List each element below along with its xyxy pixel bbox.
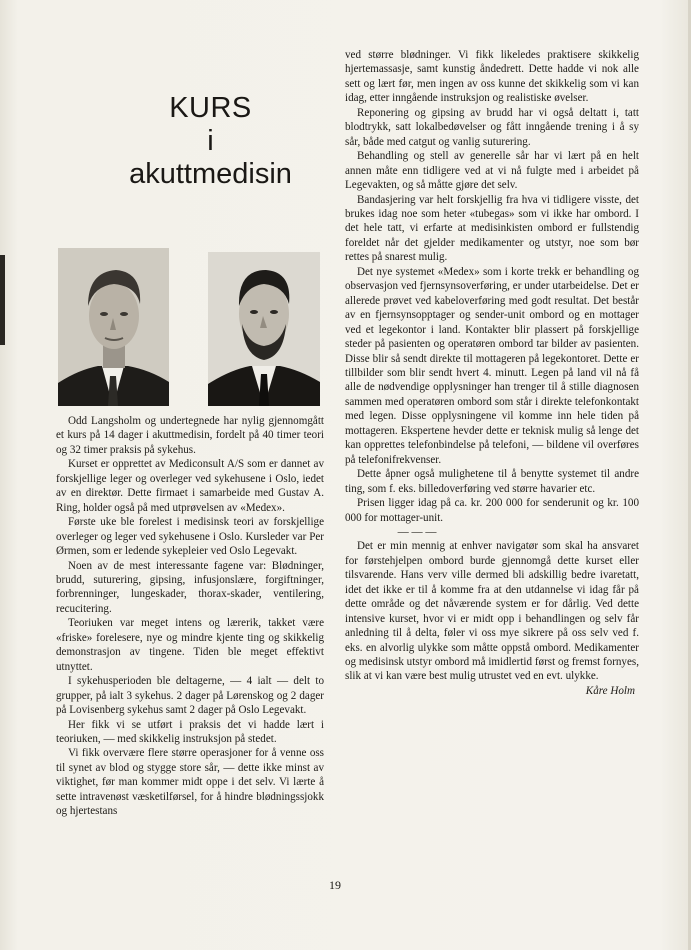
paragraph: Odd Langsholm og undertegnede har nylig gjennomgått et kurs på 14 dager i akuttmedisin, fordelt på 40 timer teori og 32 timer praksis på sykehus. bbox=[56, 415, 324, 456]
paragraph: Noen av de mest interessante fagene var: Blødninger, brudd, suturering, gipsing, infusjonslære, forgiftninger, forbrenninger, lungeskader, thorax-skader, ventilering, recucitering. bbox=[56, 559, 324, 615]
title-line-2: i bbox=[207, 125, 214, 157]
paragraph: Vi fikk overvære flere større operasjoner for å venne oss til synet av blod og stygge store sår, — dette ikke minst av viktighet, før man kommer midt oppe i det selv. Vi lærte å sette intravenøst væsketilførsel, for å hindre blødningssjokk og hjertestans bbox=[56, 747, 324, 818]
paragraph: Kurset er opprettet av Mediconsult A/S som er dannet av forskjellige leger og overleger ved sykehusene i Oslo, iedet av en direktør. Dette firmaet i samarbeide med Gustav A. Ring, holder også på med utprøvelsen av «Medex». bbox=[56, 458, 324, 514]
portrait-photo-right bbox=[208, 252, 320, 406]
paragraph: Teoriuken var meget intens og lærerik, takket være «friske» forelesere, nye og mindre kjente ting og skikkelig demonstrasjon av tingene. Tiden ble meget effektivt utnyttet. bbox=[56, 617, 324, 673]
title-line-3: akuttmedisin bbox=[129, 158, 292, 190]
paragraph: Det er min mennig at enhver navigatør som skal ha ansvaret for førstehjelpen ombord burde gjennomgå dette kurset eller tilsvarende. Hans verv ville dermed bli adskillig bedre ivaretatt, idet det ikke er til å komme fra at den utdannelse vi idag får på dette område og det nåværende system er for dårlig. Ved dette intensive kurset, hvor vi er midt opp i behandlingen og selv får anledning til å delta, føler vi oss mye sikrere på oss selv ved f. eks. en alvorlig ulykke som måtte oppstå ombord. Medikamenter og medisinsk utstyr ombord må imidlertid først og fremst fornyes, slik at vi kan være best mulig utrustet ved en evt. ulykke. bbox=[345, 540, 639, 683]
paragraph: Prisen ligger idag på ca. kr. 200 000 for senderunit og kr. 100 000 for mottager-unit. bbox=[345, 497, 639, 524]
right-text-column bbox=[345, 48, 639, 698]
binding-mark bbox=[0, 255, 5, 345]
paragraph: Reponering og gipsing av brudd har vi også deltatt i, tatt blodtrykk, satt lokalbedøvelser og fått inngående trening i å sy sår, både med catgut og vanlig suturering. bbox=[345, 106, 639, 148]
paragraph: I sykehusperioden ble deltagerne, — 4 ialt — delt to grupper, på ialt 3 sykehus. 2 dager på Lørenskog og 2 dager på Lovisenberg sykehus samt 2 dager på Oslo Legevakt. bbox=[56, 675, 324, 717]
paragraph: Det nye systemet «Medex» som i korte trekk er behandling og observasjon ved fjernsynsoverføring, er under utarbeidelse. Det er allerede prøvet ved kabeloverføring med godt resultat. Det består av en fjernsynsopptager og sender-unit ombord og en mottager ved et legekontor i land. Kontakter blir plassert på forskjellige steder på pasienten og operatøren ombord tar bilder av pasienten. Disse blir så sendt direkte til mottageren på legekontoret. Dette er tillbilder som blir sendt hvert 4. minutt. Legen på land vil nå få alle de nødvendige opplysninger han trenger til å stille diagnosen sammen med operatøren ombord som står i direkte telefonkontakt med legen. Disse opplysningene vil komme inn hele tiden på mottageren. Ekspertene hevder dette er teknisk mulig så lenge det kan opprettes telefonbindelse på telefoni, — bildene vil overføres på telefonifrekvenser. bbox=[345, 265, 639, 466]
left-text-column bbox=[56, 414, 324, 819]
article-title bbox=[128, 92, 293, 191]
paragraph: ved større blødninger. Vi fikk likeledes praktisere skikkelig hjertemassasje, samt kunstig åndedrett. Dette hadde vi nok alle sett og lært før, men ingen av oss kunne det skikkelig som vi kan idag, etter inngående instruksjon og realistiske øvelser. bbox=[345, 49, 639, 105]
author-signature: Kåre Holm bbox=[585, 684, 635, 697]
portrait-photo-left bbox=[58, 248, 169, 406]
paragraph: Første uke ble forelest i medisinsk teori av forskjellige overleger og leger ved sykehusene i Oslo. Kursleder var Per Ørmen, som er ledende sykepleier ved Oslo Legevakt. bbox=[56, 516, 324, 558]
section-divider: — — — bbox=[397, 525, 437, 538]
paragraph: Dette åpner også mulighetene til å benytte systemet til andre ting, som f. eks. billedoverføring ved større havarier etc. bbox=[345, 468, 639, 495]
paragraph: Behandling og stell av generelle sår har vi lært på en helt annen måte enn tidligere ved at vi nå fulgte med i arbeidet på Legevakten, og så måtte gjøre det selv. bbox=[345, 150, 639, 192]
title-line-1: KURS bbox=[169, 92, 252, 124]
portrait-bearded-man-image bbox=[208, 252, 320, 406]
paragraph: Bandasjering var helt forskjellig fra hva vi tidligere visste, det brukes idag noe som heter «tubegas» som vi ikke har ombord. I det hele tatt, vi erfarte at medisinkisten ombord er fullstendig foreldet når det gjelder medikamenter og utstyr, noe som bør rettes på snarest mulig. bbox=[345, 193, 639, 264]
paragraph: Her fikk vi se utført i praksis det vi hadde lært i teoriuken, — med skikkelig instruksjon på stedet. bbox=[56, 718, 324, 745]
page-number: 19 bbox=[329, 878, 341, 892]
portrait-young-man-image bbox=[58, 248, 169, 406]
